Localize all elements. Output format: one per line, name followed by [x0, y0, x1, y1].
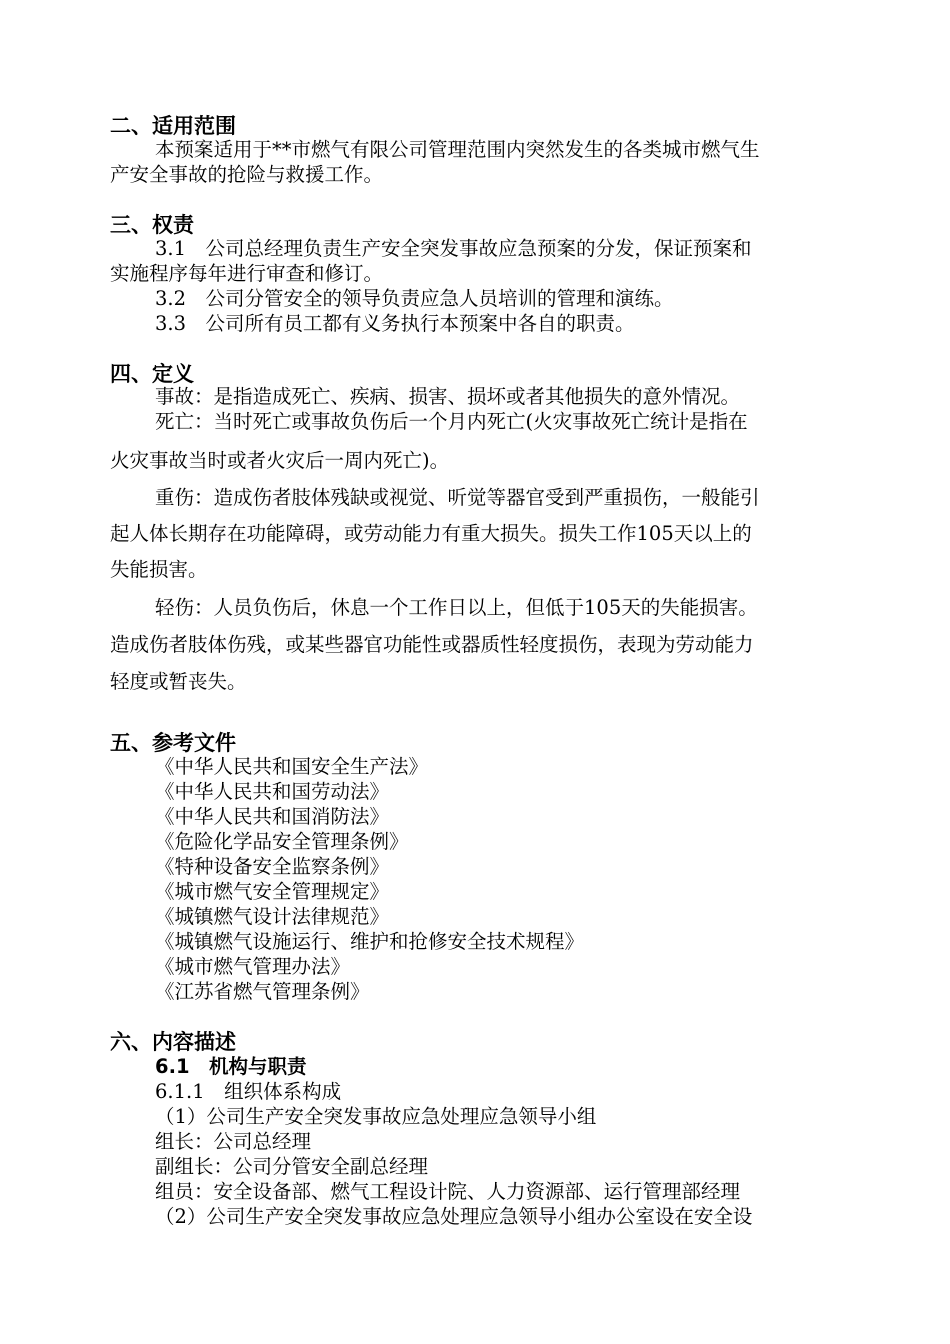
- paragraph-line: 死亡：当时死亡或事故负伤后一个月内死亡(火灾事故死亡统计是指在: [155, 410, 748, 433]
- reference-item: 《城镇燃气设施运行、维护和抢修安全技术规程》: [155, 930, 585, 953]
- reference-item: 《特种设备安全监察条例》: [155, 855, 390, 878]
- paragraph-line: 实施程序每年进行审查和修订。: [110, 262, 384, 285]
- paragraph-line: 事故：是指造成死亡、疾病、损害、损坏或者其他损失的意外情况。: [155, 385, 741, 408]
- paragraph-line: 失能损害。: [110, 558, 208, 581]
- reference-item: 《城镇燃气设计法律规范》: [155, 905, 390, 928]
- paragraph-line: 3.1 公司总经理负责生产安全突发事故应急预案的分发，保证预案和: [155, 237, 752, 260]
- paragraph-line: 产安全事故的抢险与救援工作。: [110, 163, 384, 186]
- section-heading-definition: 四、定义: [110, 362, 194, 386]
- paragraph-line: （2）公司生产安全突发事故应急处理应急领导小组办公室设在安全设: [155, 1205, 753, 1228]
- reference-item: 《江苏省燃气管理条例》: [155, 980, 370, 1003]
- paragraph-line: 3.3 公司所有员工都有义务执行本预案中各自的职责。: [155, 312, 635, 335]
- paragraph-line: 本预案适用于**市燃气有限公司管理范围内突然发生的各类城市燃气生: [155, 138, 760, 161]
- paragraph-line: 副组长：公司分管安全副总经理: [155, 1155, 429, 1178]
- paragraph-line: 轻伤：人员负伤后，休息一个工作日以上，但低于105天的失能损害。: [155, 596, 758, 619]
- paragraph-line: 6.1.1 组织体系构成: [155, 1080, 342, 1103]
- section-heading-scope: 二、适用范围: [110, 114, 236, 138]
- paragraph-line: 轻度或暂丧失。: [110, 670, 247, 693]
- paragraph-line: 起人体长期存在功能障碍，或劳动能力有重大损失。损失工作105天以上的: [110, 522, 752, 545]
- paragraph-line: （1）公司生产安全突发事故应急处理应急领导小组: [155, 1105, 597, 1128]
- subsection-heading: 6.1 机构与职责: [155, 1055, 307, 1078]
- paragraph-line: 重伤：造成伤者肢体残缺或视觉、听觉等器官受到严重损伤，一般能引: [155, 486, 760, 509]
- paragraph-line: 组员：安全设备部、燃气工程设计院、人力资源部、运行管理部经理: [155, 1180, 741, 1203]
- section-heading-responsibility: 三、权责: [110, 213, 194, 237]
- paragraph-line: 3.2 公司分管安全的领导负责应急人员培训的管理和演练。: [155, 287, 674, 310]
- paragraph-line: 组长：公司总经理: [155, 1130, 312, 1153]
- reference-item: 《中华人民共和国劳动法》: [155, 780, 390, 803]
- reference-item: 《中华人民共和国安全生产法》: [155, 755, 429, 778]
- paragraph-line: 造成伤者肢体伤残，或某些器官功能性或器质性轻度损伤，表现为劳动能力: [110, 633, 754, 656]
- reference-item: 《中华人民共和国消防法》: [155, 805, 390, 828]
- reference-item: 《城市燃气安全管理规定》: [155, 880, 390, 903]
- section-heading-content: 六、内容描述: [110, 1030, 236, 1054]
- reference-item: 《城市燃气管理办法》: [155, 955, 351, 978]
- section-heading-references: 五、参考文件: [110, 731, 236, 755]
- reference-item: 《危险化学品安全管理条例》: [155, 830, 409, 853]
- paragraph-line: 火灾事故当时或者火灾后一周内死亡)。: [110, 449, 450, 472]
